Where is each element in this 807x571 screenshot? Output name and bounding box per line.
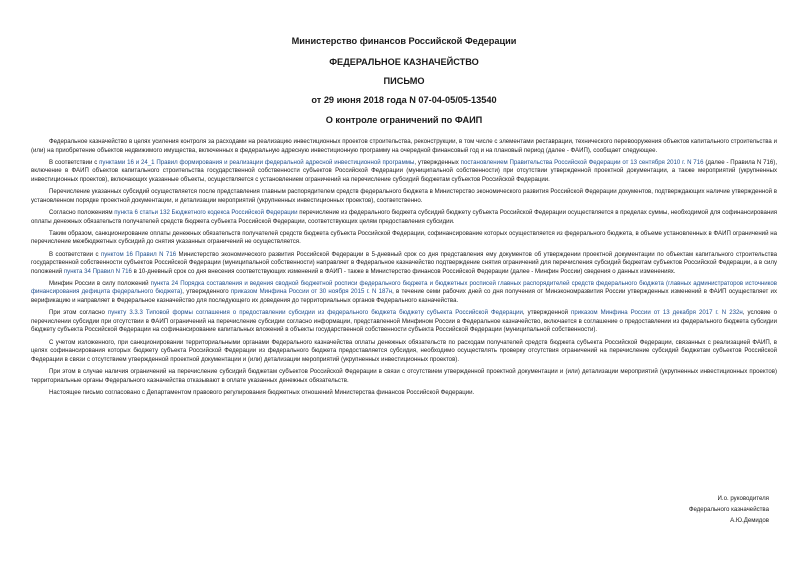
link-budget-schedule-order-p24[interactable]: пункта 24 Порядка составления и ведения сводной бюджетной росписи федерального бюджета и бюджетных росписей главных распорядителей средств федерального бюджета (главных администраторов источников финансирования дефицита федерального бюджета) (31, 279, 778, 296)
document-type: ПИСЬМО (383, 76, 425, 86)
paragraph-text: При этом согласно (49, 309, 108, 317)
paragraph-2 (31, 159, 777, 185)
document-page (31, 34, 777, 401)
link-government-resolution-716[interactable]: постановлением Правительства Российской Федерации от 13 сентября 2010 г. N 716 (460, 158, 704, 166)
link-minfin-order-187n[interactable]: приказом Минфина России от 30 ноября 2015 г. N 187н (230, 288, 393, 296)
paragraph-7 (31, 280, 777, 306)
paragraph-8 (31, 309, 777, 335)
signature-name: А.Ю.Демидов (730, 517, 769, 524)
paragraph-text: Министерство экономического развития Российской Федерации в 5-дневный срок со дня представления ему документов об утверждении проектной документации по объектам капитального строительства государственной собственности субъектов Российской Федерации (муниципальной собственности) направляет в Федеральное казначейство подтверждение снятия ограничений для перечисления субсидий бюджетам субъектов Российской Федерации, а в силу положений (31, 250, 777, 275)
agency-heading: ФЕДЕРАЛЬНОЕ КАЗНАЧЕЙСТВО (329, 57, 479, 67)
paragraph-text: , условие о перечислении субсидии при отсутствии в ФАИП ограничений на перечисление субсидии согласно информации, представленной Минфином России в Федеральное казначейство, включается в соглашение о предоставлении из федерального бюджета субсидии бюджету субъекта Российской Федерации на софинансирование капитальных вложений в объекты государственной собственности субъекта Российской Федерации (муниципальной собственности). (31, 309, 777, 334)
paragraph-text: , утвержденного (182, 288, 231, 296)
signature-organization: Федерального казначейства (688, 506, 769, 513)
document-subject: О контроле ограничений по ФАИП (325, 115, 483, 125)
paragraph-4 (31, 209, 777, 226)
link-rules-716-p16[interactable]: пунктом 16 Правил N 716 (100, 250, 177, 258)
signature-position: И.о. руководителя (717, 495, 769, 502)
paragraph-text: Настоящее письмо согласовано с Департаментом правового регулирования бюджетных отношений Министерства финансов Российской Федерации. (49, 388, 475, 396)
paragraph-text: Минфин России в силу положений (49, 279, 151, 287)
paragraph-text: , в течение семи рабочих дней со дня получения от Минэкономразвития России утвержденных изменений в ФАИП осуществляет их верификацию и направляет в Федеральное казначейство для последующего их доведения до территориальных органов Федерального казначейства. (31, 288, 777, 305)
paragraph-11 (31, 389, 777, 398)
link-budget-code-art132[interactable]: пункта 6 статьи 132 Бюджетного кодекса Российской Федерации (114, 208, 298, 216)
paragraph-5 (31, 230, 777, 247)
paragraph-text: , утвержденной (522, 309, 572, 317)
paragraph-text: Согласно положениям (49, 208, 115, 216)
document-body (31, 138, 777, 397)
paragraph-6 (31, 251, 777, 277)
paragraph-text: С учетом изложенного, при санкционировании территориальными органами Федерального казначейства оплаты денежных обязательств по расходам получателей средств бюджета субъекта Российской Федерации, связанных с реализацией ФАИП, в целях софинансирования которых бюджету субъекта Российской Федерации из федерального бюджета предоставляется субсидия, необходимо осуществлять проверку отсутствия ограничений на перечисление субсидий бюджетам субъектов Российской Федерации в связи с отсутствием утвержденной проектной документации и (или) детализации мероприятий (укрупненных инвестиционных проектов). (31, 338, 777, 363)
paragraph-text: В соответствии с (49, 158, 100, 166)
link-rules-716-p34[interactable]: пункта 34 Правил N 716 (63, 267, 132, 275)
paragraph-10 (31, 368, 777, 385)
paragraph-text: В соответствии с (49, 250, 101, 258)
ministry-heading: Министерство финансов Российской Федерации (291, 36, 517, 46)
paragraph-text: Перечисление указанных субсидий осуществляется после представления главным распорядителем средств федерального бюджета в Министерство экономического развития Российской Федерации документов, подтверждающих наличие утвержденной в установленном порядке проектной документации, и детализации мероприятий (укрупненных инвестиционных проектов), соответственно. (31, 188, 777, 204)
paragraph-3 (31, 188, 777, 205)
paragraph-text: перечисление из федерального бюджета субсидий бюджету субъекта Российской Федерации осуществляется в пределах суммы, необходимой для софинансирования оплаты денежных обязательств получателей средств бюджета субъекта Российской Федерации, соответствующих целям предоставления субсидии. (31, 208, 778, 225)
link-minfin-order-232n[interactable]: приказом Минфина России от 13 декабря 2017 г. N 232н (571, 309, 743, 317)
paragraph-text: (далее - Правила N 716), включение в ФАИП объектов капитального строительства государственной собственности субъектов Российской Федерации (муниципальной собственности) при отсутствии утвержденной проектной документации, а также мероприятий (укрупненных инвестиционных проектов), включающих указанные объекты, осуществляется с установлением ограничений на перечисление субсидий бюджетам субъектов Российской Федерации. (31, 158, 778, 183)
paragraph-text: Таким образом, санкционирование оплаты денежных обязательств получателей средств бюджета субъекта Российской Федерации, софинансирование которых осуществляется из федерального бюджета, в объеме установленных в ФАИП ограничений на перечисление межбюджетных субсидий до снятия указанных ограничений не осуществляется. (31, 229, 777, 246)
paragraph-text: Федеральное казначейство в целях усиления контроля за расходами на реализацию инвестиционных проектов строительства, реконструкции, в том числе с элементами реставрации, технического перевооружения объектов капитального строительства и (или) на приобретение объектов недвижимого имущества, включенных в федеральную адресную инвестиционную программу на очередной финансовый год и на плановый период (далее - ФАИП), сообщает следующее. (31, 138, 777, 154)
link-standard-agreement-form-p3-3-3[interactable]: пункту 3.3.3 Типовой формы соглашения о предоставлении субсидии из федерального бюджета бюджету субъекта Российской Федерации (107, 309, 523, 317)
paragraph-text: При этом в случае наличия ограничений на перечисление субсидий бюджетам субъектов Российской Федерации в связи с отсутствием утвержденной проектной документации и (или) детализации мероприятий (укрупненных инвестиционных проектов) территориальные органы Федерального казначейства отказывают в оплате указанных денежных обязательств. (31, 368, 777, 384)
paragraph-text: , утвержденных (414, 158, 461, 166)
paragraph-text: в 10-дневный срок со дня внесения соответствующих изменений в ФАИП - также в Министерство финансов Российской Федерации (далее - Минфин России) сведения о данных изменениях. (131, 267, 676, 275)
signature-block (689, 493, 769, 526)
document-date-number: от 29 июня 2018 года N 07-04-05/05-13540 (311, 95, 497, 105)
link-rules-716-p16-24-1[interactable]: пунктами 16 и 24_1 Правил формирования и реализации федеральной адресной инвестиционной программы (99, 158, 415, 166)
paragraph-9 (31, 339, 777, 365)
paragraph-1 (31, 138, 777, 155)
